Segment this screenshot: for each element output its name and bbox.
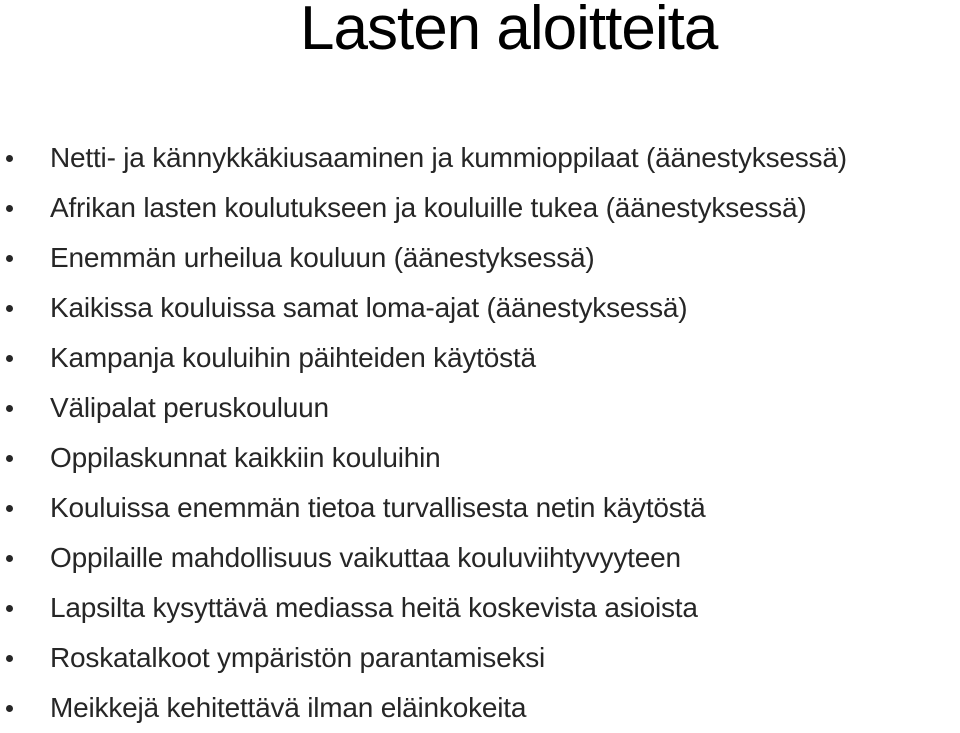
bullet-text: Meikkejä kehitettävä ilman eläinkokeita	[50, 692, 527, 723]
bullet-item	[0, 233, 960, 283]
bullet-icon	[6, 555, 13, 562]
bullet-item	[0, 383, 960, 433]
bullet-icon	[6, 355, 13, 362]
bullet-item	[0, 283, 960, 333]
slide-title: Lasten aloitteita	[300, 0, 718, 63]
bullet-text: Netti- ja kännykkäkiusaaminen ja kummioppilaat (äänestyksessä)	[50, 142, 847, 173]
bullet-item	[0, 483, 960, 533]
bullet-icon	[6, 205, 13, 212]
bullet-icon	[6, 305, 13, 312]
bullet-text: Kaikissa kouluissa samat loma-ajat (äänestyksessä)	[50, 292, 688, 323]
bullet-text: Kouluissa enemmän tietoa turvallisesta netin käytöstä	[50, 492, 706, 523]
bullet-text: Enemmän urheilua kouluun (äänestyksessä)	[50, 242, 595, 273]
bullet-icon	[6, 705, 13, 712]
bullet-icon	[6, 405, 13, 412]
bullet-icon	[6, 255, 13, 262]
bullet-item	[0, 433, 960, 483]
bullet-text: Lapsilta kysyttävä mediassa heitä koskevista asioista	[50, 592, 698, 623]
bullet-item	[0, 683, 960, 733]
bullet-item	[0, 633, 960, 683]
bullet-icon	[6, 505, 13, 512]
bullet-icon	[6, 155, 13, 162]
bullet-item	[0, 183, 960, 233]
bullet-text: Oppilaskunnat kaikkiin kouluihin	[50, 442, 441, 473]
bullet-icon	[6, 605, 13, 612]
bullet-item	[0, 533, 960, 583]
bullet-text: Roskatalkoot ympäristön parantamiseksi	[50, 642, 546, 673]
bullet-text: Kampanja kouluihin päihteiden käytöstä	[50, 342, 536, 373]
bullet-item	[0, 583, 960, 633]
bullet-text: Oppilaille mahdollisuus vaikuttaa kouluviihtyvyyteen	[50, 542, 681, 573]
bullet-text: Välipalat peruskouluun	[50, 392, 329, 423]
bullet-text: Afrikan lasten koulutukseen ja kouluille tukea (äänestyksessä)	[50, 192, 807, 223]
bullet-icon	[6, 455, 13, 462]
bullet-item	[0, 333, 960, 383]
bullet-icon	[6, 655, 13, 662]
bullet-item	[0, 133, 960, 183]
bullet-list	[0, 133, 960, 733]
